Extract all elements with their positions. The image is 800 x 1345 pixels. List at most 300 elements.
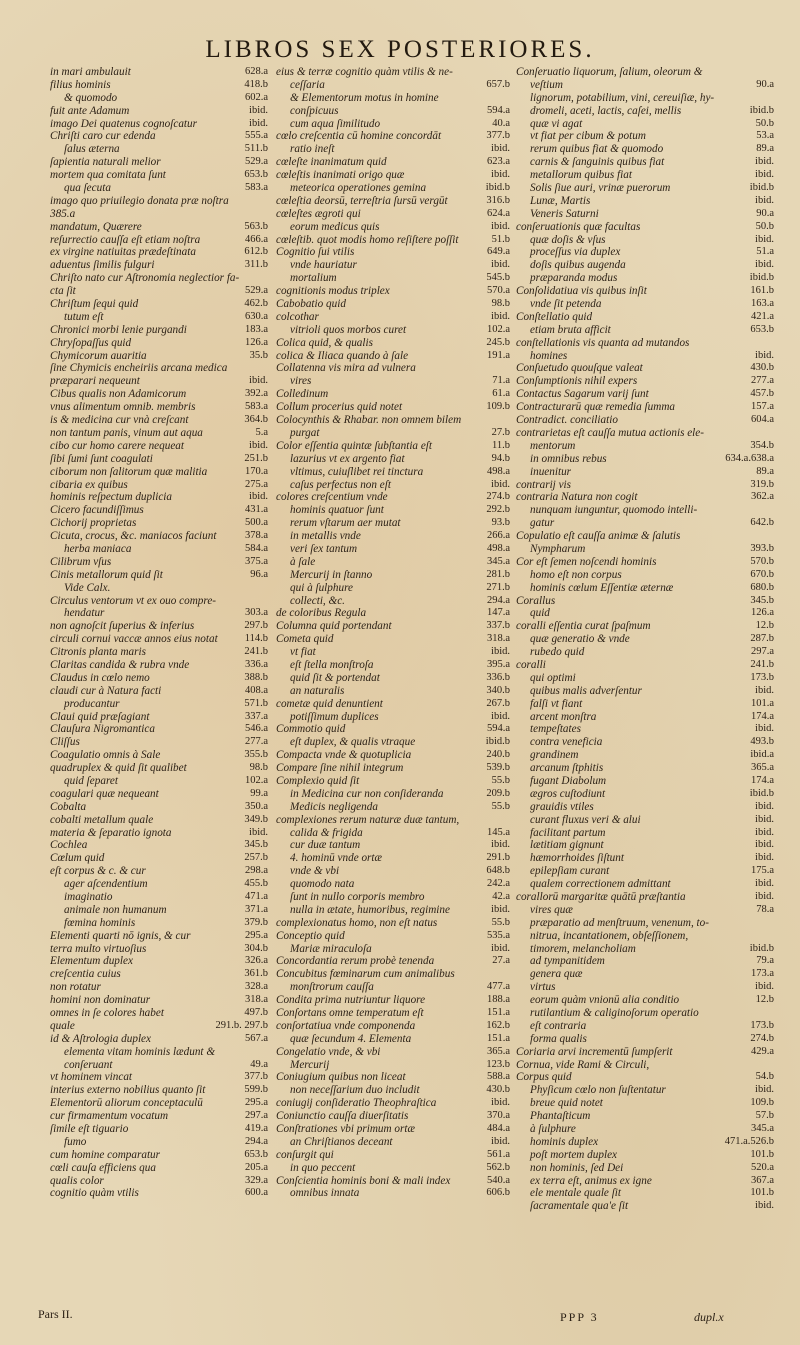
index-entry	[516, 1033, 774, 1046]
entry-page-ref: 326.a	[244, 955, 268, 967]
entry-page-ref: 175.a	[750, 865, 774, 877]
entry-page-ref: ibid.	[249, 491, 268, 503]
entry-page-ref: 90.a	[756, 207, 774, 219]
entry-term: forma qualis	[530, 1032, 587, 1045]
entry-term: & quomodo	[64, 91, 118, 104]
index-entry	[50, 1020, 268, 1033]
index-entry	[276, 362, 510, 375]
index-entry	[516, 711, 774, 724]
index-entry	[276, 1136, 510, 1149]
index-entry	[50, 633, 268, 646]
entry-page-ref: 298.a	[244, 865, 268, 877]
entry-term: virtus	[530, 981, 556, 994]
entry-page-ref: 151.a	[486, 1032, 510, 1044]
index-entry	[516, 337, 774, 350]
entry-page-ref: 267.b	[486, 697, 510, 709]
index-entry	[516, 362, 774, 375]
entry-term: hominis reſpectum duplicia	[50, 491, 173, 504]
entry-term: cta ſit	[50, 285, 76, 298]
entry-page-ref: 583.a	[244, 401, 268, 413]
index-entry	[516, 530, 774, 543]
entry-page-ref: 466.a	[244, 233, 268, 245]
entry-term: imaginatio	[64, 891, 113, 903]
entry-term: conſeruant	[64, 1058, 113, 1071]
entry-term: eius & terræ cognitio quàm vtilis & ne-	[276, 66, 453, 78]
entry-page-ref: 345.a	[486, 555, 510, 567]
index-entry	[276, 337, 510, 350]
entry-page-ref: 431.a	[244, 504, 268, 516]
index-entry	[50, 723, 268, 736]
entry-term: qualis color	[50, 1174, 104, 1187]
entry-term: Concubitus fœminarum cum animalibus	[276, 968, 455, 981]
entry-term: qui optimi	[530, 671, 576, 684]
index-entry	[516, 79, 774, 92]
entry-page-ref: 371.a	[244, 903, 268, 915]
entry-page-ref: 12.b	[755, 994, 774, 1006]
entry-page-ref: ibid.	[755, 826, 774, 838]
entry-page-ref: 393.b	[750, 542, 774, 554]
index-entry	[50, 711, 268, 724]
entry-page-ref: 102.a	[486, 323, 510, 335]
entry-term: quomodo nata	[290, 878, 355, 891]
index-entry	[50, 814, 268, 827]
entry-page-ref: 61.a	[492, 388, 510, 400]
entry-term: à ſale	[290, 555, 316, 568]
entry-page-ref: 628.a	[244, 66, 268, 77]
index-entry	[50, 259, 268, 272]
entry-term: cibo cur homo carere nequeat	[50, 439, 185, 452]
entry-term: cum aqua ſimilitudo	[290, 117, 381, 130]
entry-term: quæ vi agat	[530, 117, 583, 130]
index-entry	[276, 788, 510, 801]
entry-term: Nympharum	[530, 542, 586, 555]
entry-term: Cicuta, crocus, &c. maniacos faciunt	[50, 530, 217, 543]
index-entry	[516, 736, 774, 749]
entry-page-ref: 484.a	[486, 1123, 510, 1135]
entry-term: mentorum	[530, 439, 576, 452]
entry-page-ref: 418.b	[244, 78, 268, 90]
entry-page-ref: 588.a	[486, 1071, 510, 1083]
entry-page-ref: 571.b	[244, 697, 268, 709]
entry-term: conſurgit qui	[276, 1148, 334, 1161]
entry-page-ref: 161.b	[750, 285, 774, 297]
entry-term: Phyſicum cœlo non ſuſtentatur	[530, 1084, 666, 1097]
entry-term: omnibus innata	[290, 1187, 360, 1200]
index-entry	[276, 234, 510, 247]
index-entry	[276, 607, 510, 620]
index-entry	[50, 466, 268, 479]
entry-term: Cabobatio quid	[276, 298, 346, 311]
entry-term: eſt corpus & c. & cur	[50, 865, 146, 878]
entry-term: caſus perfectus non eſt	[290, 478, 391, 491]
index-entry	[276, 620, 510, 633]
entry-page-ref: 498.a	[486, 542, 510, 554]
entry-page-ref: 163.a	[750, 298, 774, 310]
entry-term: aduentus ſimilis fulguri	[50, 259, 155, 272]
entry-term: complexionatus homo, non eſt natus	[276, 916, 438, 929]
entry-page-ref: ibid.	[755, 852, 774, 864]
entry-page-ref: ibid.	[249, 826, 268, 838]
index-entry	[50, 775, 268, 788]
index-entry	[516, 130, 774, 143]
entry-page-ref: 471.a	[244, 891, 268, 902]
entry-term: ſapientia naturali melior	[50, 156, 161, 169]
entry-page-ref: 354.b	[750, 439, 774, 451]
entry-term: reſurrectio cauſſa eſt etiam noſtra	[50, 233, 201, 246]
index-entry	[50, 1136, 268, 1149]
index-entry	[276, 839, 510, 852]
entry-term: eorum medicus quis	[290, 220, 380, 233]
index-entry	[276, 350, 510, 363]
index-entry	[50, 105, 268, 118]
entry-page-ref: 57.b	[755, 1110, 774, 1122]
entry-term: coagulari quæ nequeant	[50, 787, 159, 800]
entry-term: complexiones rerum naturæ duæ tantum,	[276, 813, 460, 826]
entry-term: gatur	[530, 517, 555, 530]
entry-term: fœmina hominis	[64, 916, 136, 929]
entry-term: homo eſt non corpus	[530, 568, 622, 581]
index-entry	[276, 865, 510, 878]
index-entry	[276, 556, 510, 569]
entry-page-ref: 430.b	[750, 362, 774, 374]
index-entry	[276, 711, 510, 724]
entry-term: inuenitur	[530, 465, 572, 478]
entry-term: contra veneficia	[530, 736, 603, 749]
entry-term: quid ſeparet	[64, 774, 118, 787]
entry-page-ref: 367.a	[750, 1174, 774, 1186]
entry-page-ref: 126.a	[244, 336, 268, 348]
entry-page-ref: 98.b	[249, 762, 268, 774]
index-entry	[50, 1059, 268, 1072]
index-entry	[516, 749, 774, 762]
entry-term: 385.a	[50, 207, 76, 220]
index-entry	[516, 904, 774, 917]
entry-term: coralli	[516, 658, 546, 671]
entry-page-ref: ibid.b	[749, 272, 774, 284]
entry-page-ref: ibid.b	[749, 104, 774, 116]
entry-page-ref: ibid.	[491, 1135, 510, 1147]
entry-term: Conſumptionis nihil expers	[516, 375, 638, 388]
entry-term: hominis duplex	[530, 1135, 599, 1148]
entry-page-ref: 600.a	[244, 1187, 268, 1199]
entry-term: Claui quid præſagiant	[50, 710, 150, 723]
entry-page-ref: 429.a	[750, 1045, 774, 1057]
entry-term: hendatur	[64, 607, 105, 620]
index-entry	[50, 1110, 268, 1123]
entry-term: eſt duplex, & qualis vtraque	[290, 736, 416, 749]
entry-term: cometæ quid denuntient	[276, 697, 383, 710]
index-entry	[516, 169, 774, 182]
index-entry	[516, 1162, 774, 1175]
entry-page-ref: 51.b	[491, 233, 510, 245]
index-entry	[276, 414, 510, 427]
entry-page-ref: 570.a	[486, 285, 510, 297]
entry-term: rubedo quid	[530, 646, 585, 659]
index-entry	[516, 672, 774, 685]
entry-term: ſalus æterna	[64, 143, 120, 156]
entry-term: præparari nequeunt	[50, 375, 140, 388]
entry-term: quid ſit & portendat	[290, 671, 380, 684]
entry-page-ref: 336.b	[486, 671, 510, 683]
index-entry	[276, 698, 510, 711]
index-entry	[50, 1007, 268, 1020]
entry-term: rutilantium & caliginoſorum operatio	[530, 1007, 699, 1020]
entry-page-ref: 274.b	[486, 491, 510, 503]
index-entry	[276, 930, 510, 943]
entry-term: vt fiat	[290, 646, 316, 659]
entry-page-ref: 240.b	[486, 749, 510, 761]
entry-page-ref: 539.b	[486, 762, 510, 774]
entry-term: cœleſtia deorsū, terreſtria ſursū vergūt	[276, 194, 448, 207]
entry-page-ref: 336.a	[244, 658, 268, 670]
entry-page-ref: 355.b	[244, 749, 268, 761]
index-entry	[276, 324, 510, 337]
index-entry	[50, 311, 268, 324]
entry-page-ref: 370.a	[486, 1110, 510, 1122]
entry-term: vt fiat per cibum & potum	[530, 130, 646, 143]
entry-term: contrarij vis	[516, 478, 572, 491]
index-column-2	[276, 66, 510, 1200]
entry-term: cœlo creſcentia cū homine concordāt	[276, 130, 442, 143]
entry-term: ad tympanitidem	[530, 955, 605, 968]
index-entry	[516, 388, 774, 401]
entry-page-ref: 98.b	[491, 298, 510, 310]
index-entry	[50, 66, 268, 79]
entry-page-ref: 497.b	[244, 1007, 268, 1019]
entry-term: ſibi ſumi ſunt coagulati	[50, 452, 153, 465]
entry-term: cœleſte inanimatum quid	[276, 156, 387, 169]
entry-page-ref: 173.a	[750, 968, 774, 980]
index-entry	[276, 143, 510, 156]
entry-page-ref: 71.a	[492, 375, 510, 387]
part-label: Pars II.	[38, 1307, 73, 1321]
index-entry	[276, 517, 510, 530]
entry-page-ref: 271.b	[486, 581, 510, 593]
index-entry	[516, 814, 774, 827]
entry-term: Clauſura Nigromantica	[50, 723, 155, 736]
index-entry	[50, 388, 268, 401]
entry-term: mortem qua comitata ſunt	[50, 169, 166, 182]
entry-term: Cor eſt ſemen noſcendi hominis	[516, 555, 657, 568]
index-entry	[276, 246, 510, 259]
entry-term: vires quæ	[530, 903, 573, 916]
index-entry	[50, 917, 268, 930]
entry-page-ref: 392.a	[244, 388, 268, 400]
index-entry	[276, 1007, 510, 1020]
entry-page-ref: ibid.	[755, 878, 774, 890]
index-entry	[50, 298, 268, 311]
entry-page-ref: 311.b	[244, 259, 268, 271]
entry-page-ref: ibid.	[755, 800, 774, 812]
index-entry	[276, 801, 510, 814]
index-entry	[50, 1071, 268, 1084]
index-entry	[50, 1033, 268, 1046]
index-entry	[50, 981, 268, 994]
index-entry	[516, 156, 774, 169]
index-entry	[516, 595, 774, 608]
index-entry	[276, 917, 510, 930]
index-entry	[516, 143, 774, 156]
index-entry	[50, 272, 268, 285]
index-entry	[276, 968, 510, 981]
entry-page-ref: ibid.	[755, 259, 774, 271]
index-entry	[50, 994, 268, 1007]
entry-page-ref: 318.a	[486, 633, 510, 645]
entry-term: terra multo virtuoſius	[50, 942, 147, 955]
entry-term: veri ſex tantum	[290, 542, 358, 555]
entry-term: id & Aſtrologia duplex	[50, 1032, 151, 1045]
index-entry	[276, 633, 510, 646]
entry-term: interius externo nobilius quanto ſit	[50, 1084, 206, 1097]
entry-page-ref: 27.a	[492, 955, 510, 967]
index-entry	[276, 453, 510, 466]
entry-term: cognitio quàm vtilis	[50, 1187, 139, 1200]
index-entry	[516, 311, 774, 324]
entry-term: cur duæ tantum	[290, 839, 361, 852]
index-entry	[50, 143, 268, 156]
index-entry	[516, 827, 774, 840]
index-entry	[276, 981, 510, 994]
entry-page-ref: 5.a	[255, 426, 268, 438]
index-entry	[50, 453, 268, 466]
index-entry	[50, 234, 268, 247]
entry-term: hæmorrhoides ſiſtunt	[530, 852, 624, 865]
entry-term: Compare ſine nihil integrum	[276, 762, 404, 775]
entry-term: homines	[530, 349, 568, 362]
index-entry	[50, 698, 268, 711]
entry-page-ref: 157.a	[750, 401, 774, 413]
entry-term: fumo	[64, 1135, 87, 1148]
index-entry	[50, 362, 268, 375]
entry-page-ref: 50.b	[755, 220, 774, 232]
entry-term: etiam bruta afficit	[530, 323, 611, 336]
entry-page-ref: 567.a	[244, 1032, 268, 1044]
entry-term: circuli cornui vaccæ annos eius notat	[50, 633, 218, 646]
entry-term: fugant Diabolum	[530, 774, 607, 787]
entry-page-ref: 123.b	[486, 1058, 510, 1070]
entry-page-ref: ibid.	[755, 1200, 774, 1212]
entry-term: corallorū margaritæ quātū præſtantia	[516, 891, 686, 903]
entry-page-ref: 297.b	[244, 620, 268, 632]
index-entry	[276, 92, 510, 105]
entry-term: coralli eſſentia curat ſpaſmum	[516, 620, 651, 633]
entry-page-ref: 245.b	[486, 336, 510, 348]
entry-term: cœli cauſa efficiens qua	[50, 1161, 156, 1174]
entry-page-ref: ibid.	[249, 104, 268, 116]
entry-term: colica & Iliaca quando à ſale	[276, 349, 409, 362]
entry-page-ref: 294.a	[486, 594, 510, 606]
index-entry	[50, 130, 268, 143]
entry-page-ref: 498.a	[486, 465, 510, 477]
entry-term: Cicero facundiſſimus	[50, 504, 144, 517]
index-entry	[516, 324, 774, 337]
index-entry	[516, 1046, 774, 1059]
entry-term: qua ſecuta	[64, 182, 111, 195]
entry-term: Copulatio eſt cauſſa animæ & ſalutis	[516, 530, 681, 543]
entry-page-ref: 430.b	[486, 1084, 510, 1096]
entry-term: Coniunctio cauſſa diuerſitatis	[276, 1110, 409, 1123]
entry-term: monſtrorum cauſſa	[290, 981, 374, 994]
index-entry	[516, 491, 774, 504]
index-entry	[516, 569, 774, 582]
index-entry	[516, 272, 774, 285]
entry-term: Collum procerius quid notet	[276, 401, 403, 414]
entry-term: ægros cuſtodiunt	[530, 787, 606, 800]
index-entry	[276, 221, 510, 234]
entry-page-ref: 388.b	[244, 671, 268, 683]
entry-term: veſtium	[530, 78, 563, 91]
entry-term: Coniugium quibus non liceat	[276, 1071, 406, 1084]
entry-term: cœleſtis inanimati origo quæ	[276, 169, 405, 182]
index-entry	[50, 762, 268, 775]
entry-term: Coriaria arvi incrementū ſumpſerit	[516, 1045, 673, 1058]
index-entry	[50, 182, 268, 195]
index-entry	[50, 839, 268, 852]
index-entry	[50, 337, 268, 350]
entry-term: Cobalta	[50, 800, 87, 813]
index-entry	[516, 479, 774, 492]
index-entry	[50, 221, 268, 234]
entry-term: conſeruationis quæ facultas	[516, 220, 641, 233]
entry-term: filius hominis	[50, 78, 111, 91]
entry-page-ref: 209.b	[486, 787, 510, 799]
index-entry	[276, 491, 510, 504]
entry-term: lazurius vt ex argento fiat	[290, 452, 405, 465]
entry-page-ref: 493.b	[750, 736, 774, 748]
entry-page-ref: ibid.	[755, 813, 774, 825]
index-entry	[50, 865, 268, 878]
entry-term: Collatenna vis mira ad vulnera	[276, 362, 416, 375]
index-entry	[50, 595, 268, 608]
index-entry	[50, 504, 268, 517]
entry-term: homini non dominatur	[50, 994, 151, 1007]
index-entry	[50, 904, 268, 917]
index-entry	[516, 556, 774, 569]
index-entry	[276, 1071, 510, 1084]
index-entry	[276, 595, 510, 608]
entry-page-ref: 49.a	[250, 1058, 268, 1070]
entry-term: Cœlum quid	[50, 852, 105, 865]
index-entry	[516, 1007, 774, 1020]
entry-term: ceſſaria	[290, 78, 325, 91]
entry-page-ref: 520.a	[750, 1161, 774, 1173]
entry-term: claudi cur à Natura facti	[50, 684, 162, 697]
entry-term: Cibus qualis non Adamicorum	[50, 388, 187, 401]
entry-term: Concordantia rerum probè tenenda	[276, 955, 435, 968]
entry-page-ref: 274.b	[750, 1032, 774, 1044]
index-entry	[276, 1059, 510, 1072]
index-entry	[516, 775, 774, 788]
entry-page-ref: 291.b. 297.b	[215, 1019, 268, 1031]
entry-term: in metallis vnde	[290, 530, 361, 543]
index-entry	[276, 904, 510, 917]
entry-term: Elementum duplex	[50, 955, 133, 968]
index-entry	[276, 878, 510, 891]
entry-term: quibus malis adverſentur	[530, 684, 642, 697]
entry-page-ref: 101.b	[750, 1148, 774, 1160]
index-entry	[276, 66, 510, 79]
index-entry	[276, 723, 510, 736]
entry-page-ref: ibid.	[249, 117, 268, 129]
entry-term: cum homine comparatur	[50, 1148, 160, 1161]
entry-term: Claudus in cœlo nemo	[50, 671, 150, 684]
entry-page-ref: 170.a	[244, 465, 268, 477]
entry-term: qui à ſulphure	[290, 581, 353, 594]
entry-term: Condita prima nutriuntur liquore	[276, 994, 426, 1007]
index-entry	[50, 736, 268, 749]
entry-page-ref: ibid.	[755, 981, 774, 993]
entry-term: cur firmamentum vocatum	[50, 1110, 169, 1123]
